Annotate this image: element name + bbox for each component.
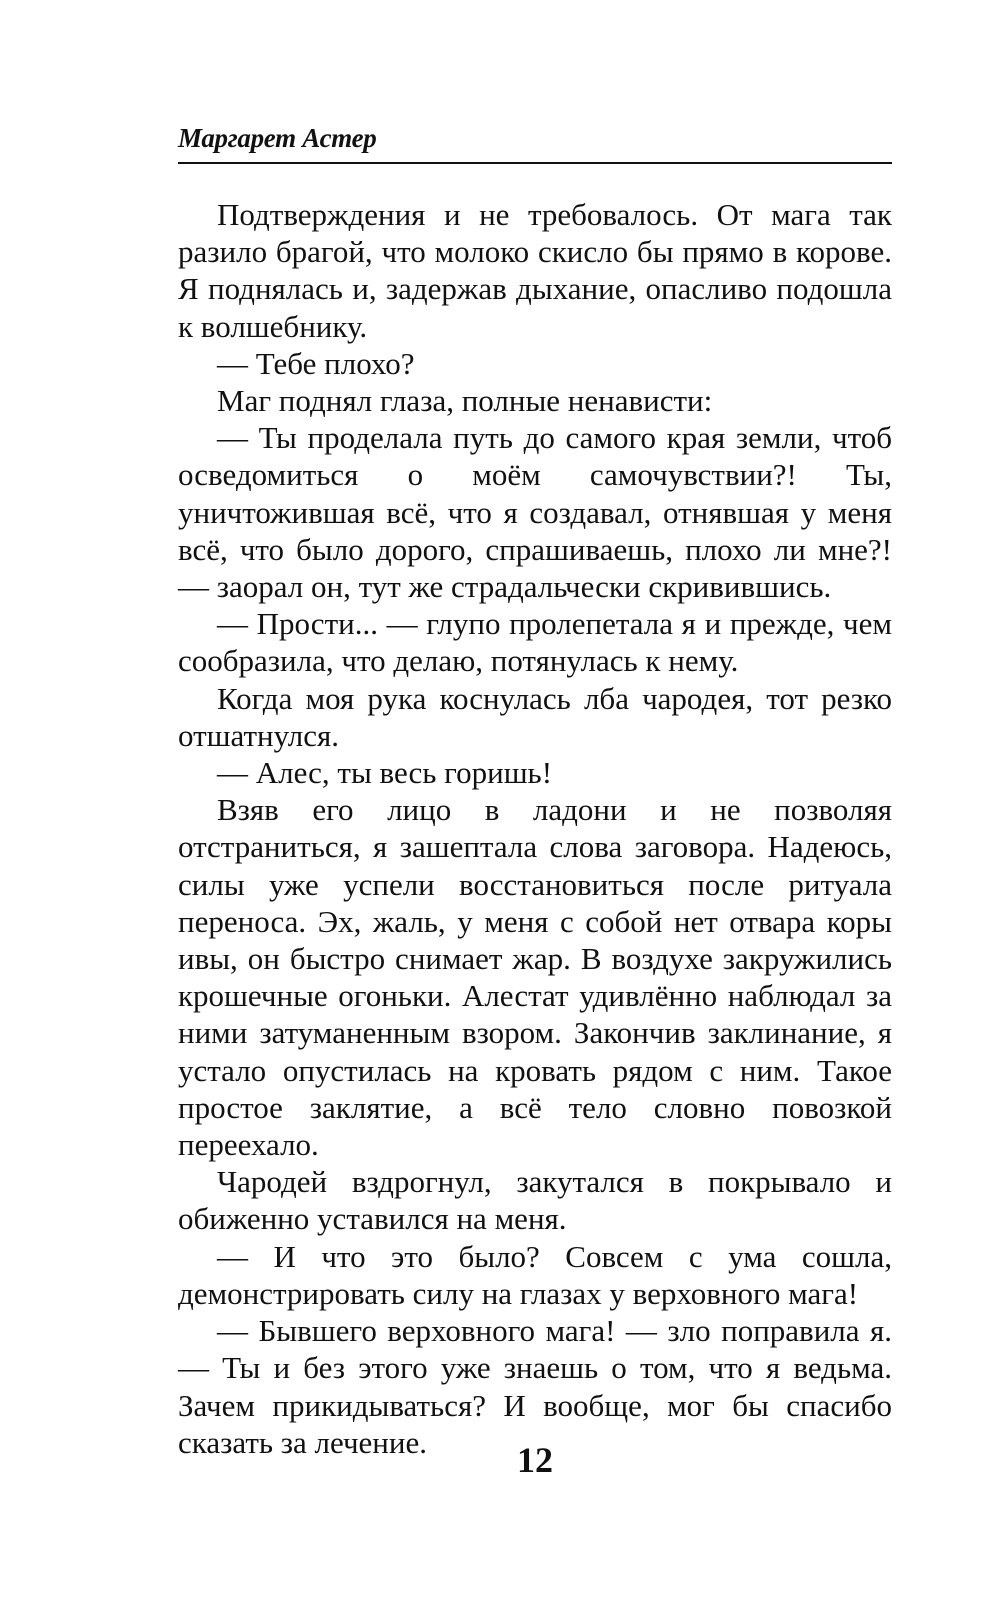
paragraph: Когда моя рука коснулась лба чародея, тот резко отшатнулся. (178, 680, 892, 753)
paragraph: — Тебе плохо? (217, 345, 415, 381)
running-head-author: Маргарет Астер (178, 123, 377, 153)
body-text (178, 196, 892, 1461)
paragraph: — Прости... — глупо пролепетала я и прежде, чем сообразила, что делаю, потянулась к нему. (178, 606, 892, 679)
paragraph: Чародей вздрогнул, закутался в покрывало и обиженно уставился на меня. (178, 1164, 892, 1237)
paragraph: — Бывшего верховного мага! — зло поправила я. — Ты и без этого уже знаешь о том, что я ведьма. Зачем прикидываться? И вообще, мог бы спасибо сказать за лечение. (178, 1313, 892, 1460)
page-number: 12 (517, 1440, 553, 1480)
paragraph: — Ты проделала путь до самого края земли, чтоб осведомиться о моём самочувствии?! Ты, уничтожившая всё, что я создавал, отнявшая у меня всё, что было дорого, спрашиваешь, плохо ли мне?! — заорал он, тут же страдальчески скривившись. (178, 420, 892, 605)
paragraph: Подтверждения и не требовалось. От мага так разило брагой, что молоко скисло бы прямо в корове. Я поднялась и, задержав дыхание, опасливо подошла к волшебнику. (178, 197, 892, 344)
paragraph: — И что это было? Совсем с ума сошла, демонстрировать силу на глазах у верховного мага! (178, 1238, 892, 1311)
paragraph: Маг поднял глаза, полные ненависти: (217, 383, 713, 419)
page-header (178, 120, 892, 164)
paragraph: Взяв его лицо в ладони и не позволяя отстраниться, я зашептала слова заговора. Надеюсь, силы уже успели восстановиться после ритуала переноса. Эх, жаль, у меня с собой нет отвара коры ивы, он быстро снимает жар. В воздухе закружились крошечные огоньки. Алестат удивлённо наблюдал за ними затуманенным взором. Закончив заклинание, я устало опустилась на кровать рядом с ним. Такое простое заклятие, а всё тело словно повозкой переехало. (178, 792, 892, 1163)
paragraph: — Алес, ты весь горишь! (217, 755, 553, 791)
